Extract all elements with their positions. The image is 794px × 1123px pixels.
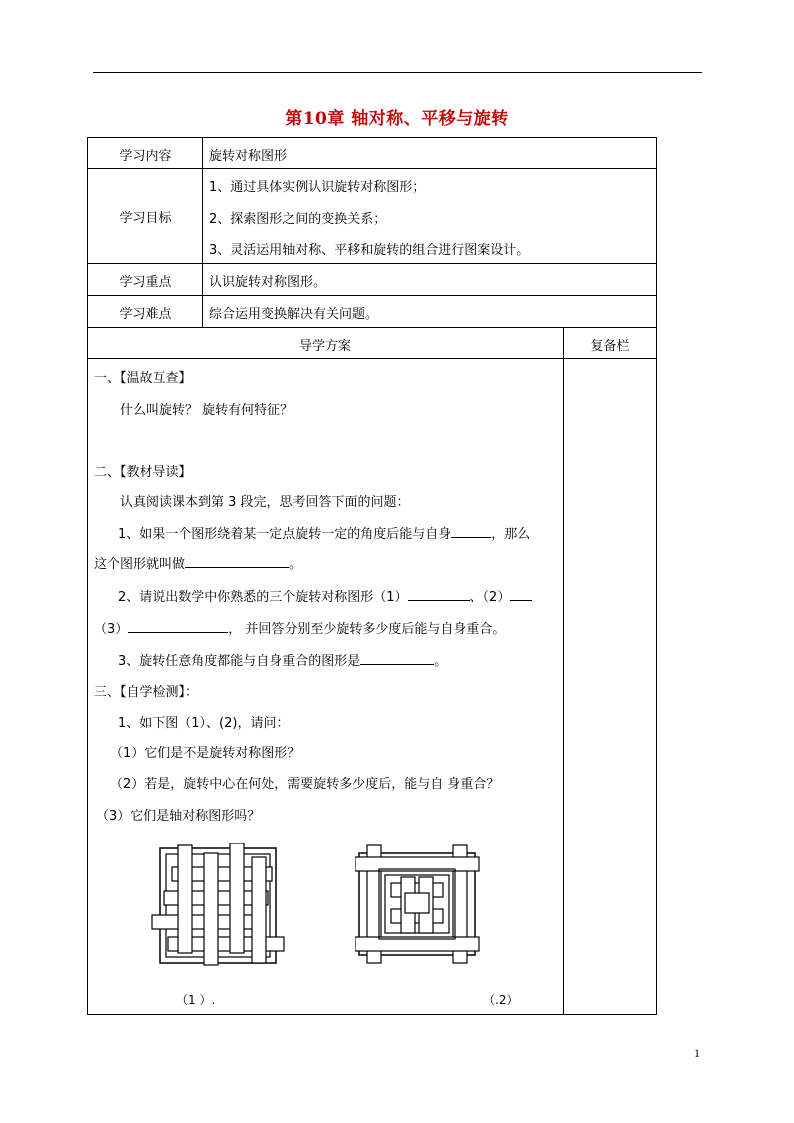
focus-value: 认识旋转对称图形。 (209, 275, 327, 290)
section1-question: 什么叫旋转？ 旋转有何特征？ (120, 403, 294, 418)
q3-blank (360, 652, 434, 665)
figure-1 (150, 843, 286, 968)
guide-header: 导学方案 (298, 339, 351, 354)
table-divider (87, 295, 657, 296)
q3-text-b: 。 (434, 654, 448, 669)
q1-blank1 (451, 525, 491, 538)
figure-2 (355, 843, 480, 965)
q2-blank1 (408, 588, 470, 601)
content-value: 旋转对称图形 (209, 149, 288, 164)
q1-text-b: ，那么 (491, 527, 531, 542)
goal-item: 1、通过具体实例认识旋转对称图形； (209, 180, 426, 195)
section2-intro: 认真阅读课本到第 3 段完，思考回答下面的问题： (120, 495, 410, 510)
q3-text-a: 3、旋转任意角度都能与自身重合的图形是 (118, 654, 361, 669)
goal-label: 学习目标 (119, 211, 172, 226)
q1-line2 (94, 553, 302, 572)
q1-blank2 (185, 555, 289, 568)
section2-heading: 二、【教材导读】 (94, 465, 192, 480)
q2-line1 (118, 586, 532, 605)
table-divider (87, 263, 657, 264)
q2-text-d: ， 并回答分别至少旋转多少度后能与自身重合。 (228, 622, 506, 637)
q1-line1 (118, 523, 530, 542)
goal-item: 2、探索图形之间的变换关系； (209, 212, 387, 227)
figure-2-caption: （.2） (483, 993, 519, 1007)
table-divider (563, 327, 564, 1015)
content-label: 学习内容 (119, 149, 172, 164)
section3-heading: 三、【自学检测】： (94, 685, 199, 700)
section3-sub2: （2）若是，旋转中心在何处，需要旋转多少度后，能与自 身重合？ (110, 777, 500, 792)
header-rule (93, 72, 702, 73)
difficulty-label: 学习难点 (119, 307, 172, 322)
q2-blank2 (510, 588, 532, 601)
q1-text-a: 1、如果一个图形绕着某一定点旋转一定的角度后能与自身 (118, 527, 452, 542)
section1-heading: 一、【温故互查】 (94, 371, 192, 386)
goal-item: 3、灵活运用轴对称、平移和旋转的组合进行图案设计。 (209, 243, 530, 258)
figure-1-caption: （1 ）. (176, 993, 216, 1007)
review-header: 复备栏 (590, 339, 630, 354)
difficulty-value: 综合运用变换解决有关问题。 (209, 307, 379, 322)
table-divider (202, 137, 203, 327)
section3-sub3: （3）它们是轴对称图形吗？ (96, 809, 261, 824)
section3-sub1: （1）它们是不是旋转对称图形？ (110, 746, 301, 761)
page-title: 第10章 轴对称、平移与旋转 (285, 109, 509, 129)
q2-line2 (94, 618, 505, 637)
focus-label: 学习重点 (119, 275, 172, 290)
q2-text-b: 、（2） (469, 590, 511, 605)
q2-text-c: （3） (94, 622, 129, 637)
section3-q1: 1、如下图（1）、(2)，请问： (118, 716, 290, 731)
q2-text-a: 2、请说出数学中你熟悉的三个旋转对称图形（1） (118, 590, 408, 605)
table-divider (87, 168, 657, 169)
q1-text-d: 。 (289, 557, 303, 572)
table-divider (87, 358, 657, 359)
q1-text-c: 这个图形就叫做 (94, 557, 186, 572)
page-number: 1 (694, 1046, 700, 1060)
q2-blank3 (128, 620, 228, 633)
table-divider (87, 327, 657, 328)
q3-line (118, 650, 447, 669)
